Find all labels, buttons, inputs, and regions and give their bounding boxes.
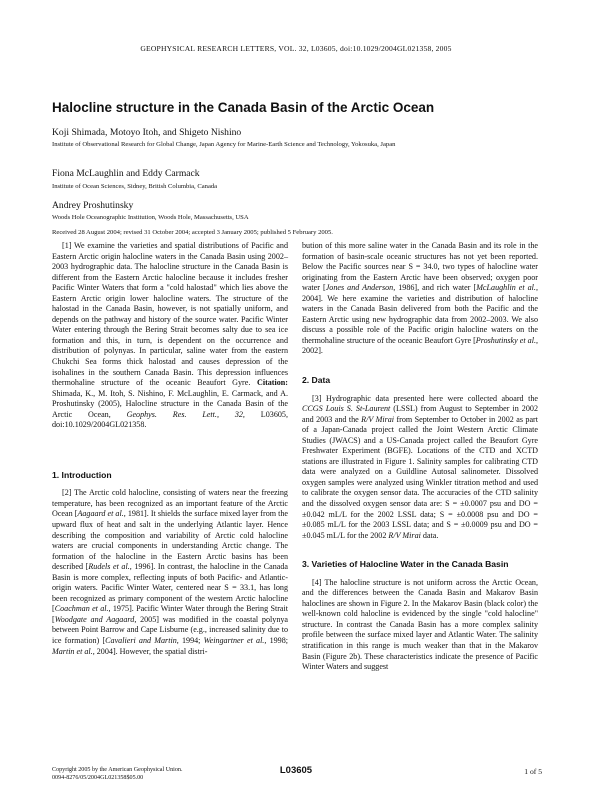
reference: Coachman et al. xyxy=(54,604,109,614)
citation-journal: Geophys. Res. Lett., 32, xyxy=(126,409,245,419)
body-text: , 1986], and rich water [ xyxy=(393,283,477,293)
reference: Jones and Anderson xyxy=(325,283,394,293)
abstract-text: We examine the varieties and spatial distributions of Pacific and Eastern Arctic origin halocline waters in the Canada Basin using 2002–2003 hydrographic data. The halocline structure in the Canada Basin is different from the Eastern Arctic halocline because it includes fresher Pacific Winter Waters that form a "cold halostad" which lies above the Eastern Arctic origin lower halocline waters. The structure of the halostad in the Canada Basin, however, is not spatially uniform, and depends on the pathway and history of the source water. Pacific Winter Water entering through the Bering Strait becomes salty due to sea ice formation and this, in turn, is dependent on the occurrence and distribution of polynyas. In particular, saline water from the eastern Chukchi Sea forms thick halostad and causes depression of the isohalines in the southern Canada Basin. This depression influences thermohaline structure of the oceanic Beaufort Gyre. xyxy=(52,241,288,388)
ship-name: R/V Mirai xyxy=(388,530,421,540)
body-text: Hydrographic data presented here were collected aboard the xyxy=(325,393,538,403)
body-text: , 1998; xyxy=(264,636,289,645)
paragraph-number: [2] xyxy=(62,488,72,498)
ship-name: CCGS Louis S. St-Laurent xyxy=(302,404,391,414)
body-text: bution of this more saline water in the Canada Basin and its role in the formation of basin-scale oceanic structures has not yet been reported. Below the Pacific sources near S = 34.0, two types of halocline water originating from the Eastern Arctic have been observed; oxygen poor water [ xyxy=(302,241,538,293)
reference: Cavalieri and Martin xyxy=(105,636,177,645)
right-column xyxy=(302,241,538,673)
body-text: The Arctic cold halocline, consisting of waters near the freezing temperature, has been recognized as an important feature of the Arctic Ocean [ xyxy=(52,488,288,519)
received-dates: Received 28 August 2004; revised 31 October 2004; accepted 3 January 2005; published 5 February 2005. xyxy=(52,229,333,236)
data-heading: 2. Data xyxy=(302,375,331,386)
body-text: , 2004]. We here examine the varieties and distribution of halocline waters in the Canada Basin delivered from both the Pacific and the Eastern Arctic using new hydrographic data from 2002–2003. We also discuss a possible role of the Pacific origin halocline waters on the thermohaline structure of the oceanic Beaufort Gyre [ xyxy=(302,283,538,345)
citation-end: L03605, doi:10.1029/2004GL021358. xyxy=(52,409,288,430)
author-affiliation: Institute of Ocean Sciences, Sidney, British Columbia, Canada xyxy=(52,183,218,190)
ship-name: R/V Mirai xyxy=(361,414,395,424)
body-text: , 1975]. Pacific Winter Water through the Bering Strait [ xyxy=(52,604,288,624)
reference: Proshutinsky et al. xyxy=(475,335,536,345)
body-text: , 1994; xyxy=(176,636,204,645)
paragraph-number: [1] xyxy=(62,241,72,250)
body-text: from September to October in 2002 as part of a Japan-Canada project called the Joint Western Arctic Climate Studies (JWACS) and a US-Canada project called the Beaufort Gyre Freshwater Experiment (BGFE). Locations of the CTD and XCTD stations are illustrated in Figure 1. Salinity samples for calibrating CTD data were analyzed on a Guildline Autosal salinometer. Dissolved oxygen samples were analyzed using Winkler titration method and used to calibrate the oxygen sensor data. The accuracies of the CTD salinity and the dissolved oxygen sensor data are: S = ±0.0007 psu and DO = ±0.042 mL/L for the 2002 LSSL data; S = ±0.0008 psu and DO = ±0.085 mL/L for the 2003 LSSL data; and S = ±0.0009 psu and DO = ±0.045 mL/L for the 2002 xyxy=(302,414,538,540)
abstract-paragraph xyxy=(52,241,288,431)
citation-text: Shimada, K., M. Itoh, S. Nishino, F. McLaughlin, E. Carmack, and A. Proshutinsky (2005), Halocline structure in the Canada Basin of the Arctic Ocean, xyxy=(52,388,288,419)
citation-label: Citation: xyxy=(256,378,288,388)
reference: Woodgate and Aagaard xyxy=(54,614,135,624)
paragraph-number: [3] xyxy=(312,393,322,403)
author-affiliation: Institute of Observational Research for Global Change, Japan Agency for Marine-Earth Science and Technology, Yokosuka, Japan xyxy=(52,141,396,148)
author-names: Andrey Proshutinsky xyxy=(52,200,134,211)
body-text: , 2005] was modified in the coastal polynya between Point Barrow and Cape Lisburne (e.g., increased salinity due to ice formation) [ xyxy=(52,614,289,645)
journal-header: GEOPHYSICAL RESEARCH LETTERS, VOL. 32, L03605, doi:10.1029/2004GL021358, 2005 xyxy=(140,44,452,53)
body-text: , 2002]. xyxy=(302,335,538,356)
body-text: data. xyxy=(420,530,439,540)
introduction-heading: 1. Introduction xyxy=(52,469,112,480)
reference: Weingartner et al. xyxy=(203,636,265,645)
section-gap xyxy=(52,431,288,452)
author-names: Fiona McLaughlin and Eddy Carmack xyxy=(52,168,200,179)
body-text: (LSSL) from August to September in 2002 and 2003 and the xyxy=(302,404,538,424)
paragraph-number: [4] xyxy=(312,577,322,587)
data-paragraph xyxy=(302,394,538,542)
introduction-paragraph xyxy=(52,488,288,657)
body-text: , 1996]. In contrast, the halocline in the Canada Basin is more complex, reflecting inputs of both Pacific- and Atlantic-origin waters. Pacific Winter Water, centered near S = 33.1, has long been recognized as primary component of the western Arctic halocline [ xyxy=(52,562,288,614)
left-column xyxy=(52,241,288,657)
author-affiliation: Woods Hole Oceanographic Institution, Woods Hole, Massachusetts, USA xyxy=(52,214,249,221)
body-text: The halocline structure is not uniform across the Arctic Ocean, and the differences between the Canada Basin and Makarov Basin haloclines are shown in Figure 2. In the Makarov Basin (black color) the well-known cold halocline is evidenced by the single "cold halocline" structure. In contrast the Canada Basin has a more complex salinity profile between the surface mixed layer and Atlantic Water. The salinity stratification in this range is much weaker than that in the Makarov Basin (Figure 2b). These characteristics indicate the presence of Pacific Winter Waters and suggest xyxy=(302,577,538,672)
author-names: Koji Shimada, Motoyo Itoh, and Shigeto Nishino xyxy=(52,127,242,138)
article-title: Halocline structure in the Canada Basin of the Arctic Ocean xyxy=(52,100,435,115)
reference: Rudels et al. xyxy=(88,562,130,572)
issn-line: 0094-8276/05/2004GL021358$05.00 xyxy=(52,775,144,781)
reference: Aagaard et al. xyxy=(77,509,124,519)
copyright-line: Copyright 2005 by the American Geophysical Union. xyxy=(52,767,183,773)
varieties-heading: 3. Varieties of Halocline Water in the Canada Basin xyxy=(302,559,509,570)
page-number: 1 of 5 xyxy=(524,767,542,776)
body-text: , 1981]. It shields the surface mixed layer from the upward flux of heat and salt in the underlying Atlantic layer. Hence describing the composition and variability of Arctic cold halocline waters are crucial components in understanding Arctic change. The formation of the halocline in the Eastern Arctic basins has been described [ xyxy=(52,509,288,572)
article-id: L03605 xyxy=(279,765,313,776)
introduction-continued xyxy=(302,241,538,357)
reference: McLaughlin et al. xyxy=(476,283,536,293)
varieties-paragraph xyxy=(302,578,538,673)
body-text: , 2004]. However, the spatial distri- xyxy=(92,646,208,656)
reference: Martin et al. xyxy=(52,646,93,656)
